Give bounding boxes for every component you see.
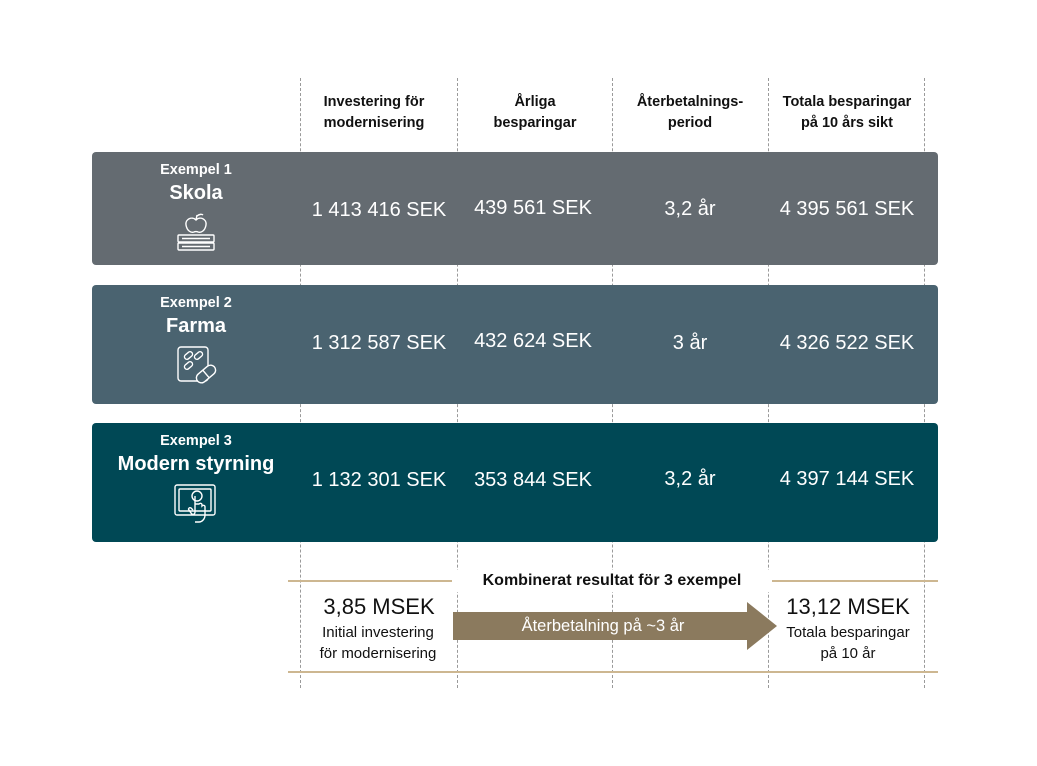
apple-on-books-icon [174,211,218,253]
pills-icon [173,344,219,386]
example-name: Modern styrning [117,453,275,475]
investment-value: 1 312 587 SEK [311,332,447,354]
total-savings-value: 4 397 144 SEK [779,468,915,490]
total-savings-value: 4 326 522 SEK [779,332,915,354]
payback-arrow-label: Återbetalning på ~3 år [521,617,685,635]
example-name: Farma [165,315,227,337]
header-investment: Investering för modernisering [323,94,425,131]
summary-bottom-rule [288,671,938,673]
example-number: Exempel 2 [160,295,232,311]
example-number: Exempel 3 [160,433,232,449]
combined-savings-label-line2: på 10 år [820,645,876,662]
example-label-block [92,423,300,524]
investment-value: 1 413 416 SEK [311,199,447,221]
example-label-block [92,152,300,253]
annual-savings-value: 353 844 SEK [474,469,592,491]
example-label-block [92,285,300,386]
combined-savings-value: 13,12 MSEK [786,594,910,619]
payback-value: 3,2 år [664,198,716,220]
combined-investment-label-line2: för modernisering [319,645,437,662]
payback-arrow [453,602,777,650]
summary-title: Kombinerat resultat för 3 exempel [452,570,772,592]
investment-value: 1 132 301 SEK [311,469,447,491]
combined-investment-label-line1: Initial investering [322,624,434,641]
combined-investment-value: 3,85 MSEK [323,594,435,619]
example-row-3 [92,423,938,542]
example-name: Skola [169,182,223,204]
payback-value: 3 år [672,332,708,354]
combined-savings-label-line1: Totala besparingar [786,624,910,641]
annual-savings-value: 432 624 SEK [474,330,592,352]
example-row-2 [92,285,938,404]
example-row-1 [92,152,938,265]
payback-value: 3,2 år [664,468,716,490]
header-payback: Återbetalnings- period [636,94,744,131]
total-savings-value: 4 395 561 SEK [779,198,915,220]
header-total-savings: Totala besparingar på 10 års sikt [782,94,912,131]
annual-savings-value: 439 561 SEK [474,197,592,219]
touch-panel-icon [173,482,219,524]
example-number: Exempel 1 [160,162,232,178]
header-annual-savings: Årliga besparingar [493,94,577,131]
